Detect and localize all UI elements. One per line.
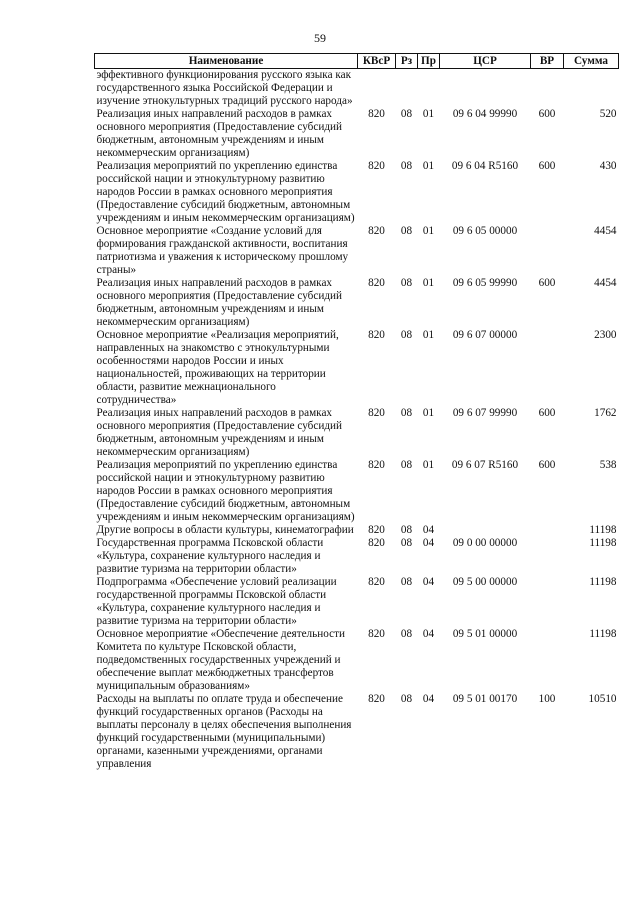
cell-csr xyxy=(440,69,531,109)
header-kvsr: КВсР xyxy=(358,54,396,69)
cell-csr: 09 5 01 00000 xyxy=(452,628,518,640)
cell-kvsr xyxy=(358,69,396,109)
cell-kvsr: 820 xyxy=(368,407,385,419)
cell-rz: 08 xyxy=(400,277,413,289)
header-sum: Сумма xyxy=(564,54,619,69)
cell-name: Другие вопросы в области культуры, кинематографии xyxy=(96,524,354,536)
cell-sum: 520 xyxy=(599,108,617,120)
cell-name: Основное мероприятие «Создание условий для формирования гражданской активности, воспитания патриотизма и уважения к историческому прошлому страны» xyxy=(96,225,349,276)
cell-rz: 08 xyxy=(400,628,413,640)
table-row xyxy=(95,628,619,693)
page-number: 59 xyxy=(314,31,326,45)
cell-sum: 430 xyxy=(599,160,617,172)
cell-pr: 01 xyxy=(422,459,435,471)
cell-rz xyxy=(396,69,418,109)
cell-name: Расходы на выплаты по оплате труда и обеспечение функций государственных органов (Расходы на выплаты персоналу в целях обеспечения выполнения функций государственными (муниципальными) органами, казенными учреждениями, органами управления xyxy=(96,693,352,770)
table-row xyxy=(95,537,619,576)
cell-rz: 08 xyxy=(400,225,413,237)
cell-rz: 08 xyxy=(400,459,413,471)
cell-vr xyxy=(531,225,564,277)
cell-csr: 09 0 00 00000 xyxy=(452,537,518,549)
cell-kvsr: 820 xyxy=(368,537,385,549)
cell-sum: 11198 xyxy=(589,576,617,588)
cell-rz: 08 xyxy=(400,160,413,172)
cell-pr: 04 xyxy=(422,537,435,549)
cell-sum: 4454 xyxy=(594,277,617,289)
cell-pr: 01 xyxy=(422,277,435,289)
cell-kvsr: 820 xyxy=(368,628,385,640)
cell-name: Реализация иных направлений расходов в рамках основного мероприятия (Предоставление субсидий бюджетным, автономным учреждениям и иным некоммерческим организациям) xyxy=(96,407,342,458)
cell-rz: 08 xyxy=(400,537,413,549)
cell-pr: 01 xyxy=(422,160,435,172)
cell-csr: 09 6 07 00000 xyxy=(452,329,518,341)
cell-pr xyxy=(418,69,440,109)
cell-kvsr: 820 xyxy=(368,277,385,289)
cell-csr: 09 5 01 00170 xyxy=(452,693,518,705)
cell-vr: 100 xyxy=(538,693,556,705)
cell-vr xyxy=(531,576,564,628)
cell-pr: 04 xyxy=(422,628,435,640)
cell-name: Реализация иных направлений расходов в рамках основного мероприятия (Предоставление субсидий бюджетным, автономным учреждениям и иным некоммерческим организациям) xyxy=(96,277,342,328)
cell-csr: 09 6 07 R5160 xyxy=(451,459,519,471)
table-row xyxy=(95,160,619,225)
cell-sum: 2300 xyxy=(594,329,617,341)
header-name: Наименование xyxy=(95,54,358,69)
cell-vr xyxy=(531,628,564,693)
table-row xyxy=(95,407,619,459)
cell-pr: 01 xyxy=(422,407,435,419)
table-row xyxy=(95,459,619,524)
table-row xyxy=(95,69,619,109)
cell-vr: 600 xyxy=(538,459,556,471)
table-row xyxy=(95,576,619,628)
cell-vr xyxy=(531,69,564,109)
cell-rz: 08 xyxy=(400,108,413,120)
cell-csr: 09 6 07 99990 xyxy=(452,407,518,419)
cell-csr: 09 6 04 R5160 xyxy=(451,160,519,172)
cell-pr: 04 xyxy=(422,576,435,588)
table-header-row xyxy=(95,54,619,69)
header-pr: Пр xyxy=(418,54,440,69)
cell-rz: 08 xyxy=(400,329,413,341)
cell-vr: 600 xyxy=(538,277,556,289)
cell-name: Основное мероприятие «Реализация мероприятий, направленных на знакомство с этнокультурными особенностями народов России и иных национальностей, проживающих на территории области, развитие межнационального сотрудничества» xyxy=(96,329,339,406)
cell-sum: 11198 xyxy=(589,524,617,536)
cell-pr: 01 xyxy=(422,225,435,237)
cell-sum: 1762 xyxy=(594,407,617,419)
cell-csr xyxy=(440,524,531,537)
cell-kvsr: 820 xyxy=(368,524,385,536)
cell-rz: 08 xyxy=(400,524,413,536)
cell-kvsr: 820 xyxy=(368,108,385,120)
cell-sum: 11198 xyxy=(589,537,617,549)
header-vr: ВР xyxy=(531,54,564,69)
cell-kvsr: 820 xyxy=(368,329,385,341)
cell-pr: 04 xyxy=(422,693,435,705)
cell-kvsr: 820 xyxy=(368,693,385,705)
cell-sum: 538 xyxy=(599,459,617,471)
table-row xyxy=(95,693,619,771)
table-row xyxy=(95,329,619,407)
cell-pr: 01 xyxy=(422,329,435,341)
cell-kvsr: 820 xyxy=(368,160,385,172)
cell-name: Государственная программа Псковской области «Культура, сохранение культурного наследия и развитие туризма на территории области» xyxy=(96,537,324,575)
cell-rz: 08 xyxy=(400,576,413,588)
cell-csr: 09 6 04 99990 xyxy=(452,108,518,120)
cell-name: эффективного функционирования русского языка как государственного языка Российской Федерации и изучение этнокультурных традиций русского народа» xyxy=(96,69,353,107)
cell-name: Реализация мероприятий по укреплению единства российской нации и этнокультурному развитию народов России в рамках основного мероприятия (Предоставление субсидий бюджетным, автономным учреждениям и иным некоммерческим организациям) xyxy=(96,160,355,224)
cell-sum: 4454 xyxy=(594,225,617,237)
cell-kvsr: 820 xyxy=(368,576,385,588)
cell-csr: 09 6 05 99990 xyxy=(452,277,518,289)
cell-pr: 04 xyxy=(422,524,435,536)
table-row xyxy=(95,108,619,160)
cell-sum xyxy=(564,69,619,109)
cell-rz: 08 xyxy=(400,407,413,419)
cell-name: Основное мероприятие «Обеспечение деятельности Комитета по культуре Псковской области, подведомственных государственных учреждений и обеспечение выплат межбюджетных трансфертов муниципальным образованиям» xyxy=(96,628,345,692)
cell-sum: 10510 xyxy=(588,693,617,705)
cell-csr: 09 5 00 00000 xyxy=(452,576,518,588)
table-row xyxy=(95,225,619,277)
cell-vr: 600 xyxy=(538,108,556,120)
cell-sum: 11198 xyxy=(589,628,617,640)
table-row xyxy=(95,524,619,537)
cell-vr: 600 xyxy=(538,407,556,419)
header-rz: Рз xyxy=(396,54,418,69)
cell-vr xyxy=(531,329,564,407)
header-csr: ЦСР xyxy=(440,54,531,69)
cell-vr xyxy=(531,524,564,537)
cell-pr: 01 xyxy=(422,108,435,120)
table-row xyxy=(95,277,619,329)
cell-name: Реализация иных направлений расходов в рамках основного мероприятия (Предоставление субсидий бюджетным, автономным учреждениям и иным некоммерческим организациям) xyxy=(96,108,342,159)
cell-kvsr: 820 xyxy=(368,459,385,471)
cell-vr xyxy=(531,537,564,576)
cell-csr: 09 6 05 00000 xyxy=(452,225,518,237)
cell-name: Реализация мероприятий по укреплению единства российской нации и этнокультурному развитию народов России в рамках основного мероприятия (Предоставление субсидий бюджетным, автономным учреждениям и иным некоммерческим организациям) xyxy=(96,459,355,523)
budget-table xyxy=(94,53,619,771)
cell-vr: 600 xyxy=(538,160,556,172)
cell-kvsr: 820 xyxy=(368,225,385,237)
cell-name: Подпрограмма «Обеспечение условий реализации государственной программы Псковской области «Культура, сохранение культурного наследия и развитие туризма на территории области» xyxy=(96,576,337,627)
cell-rz: 08 xyxy=(400,693,413,705)
